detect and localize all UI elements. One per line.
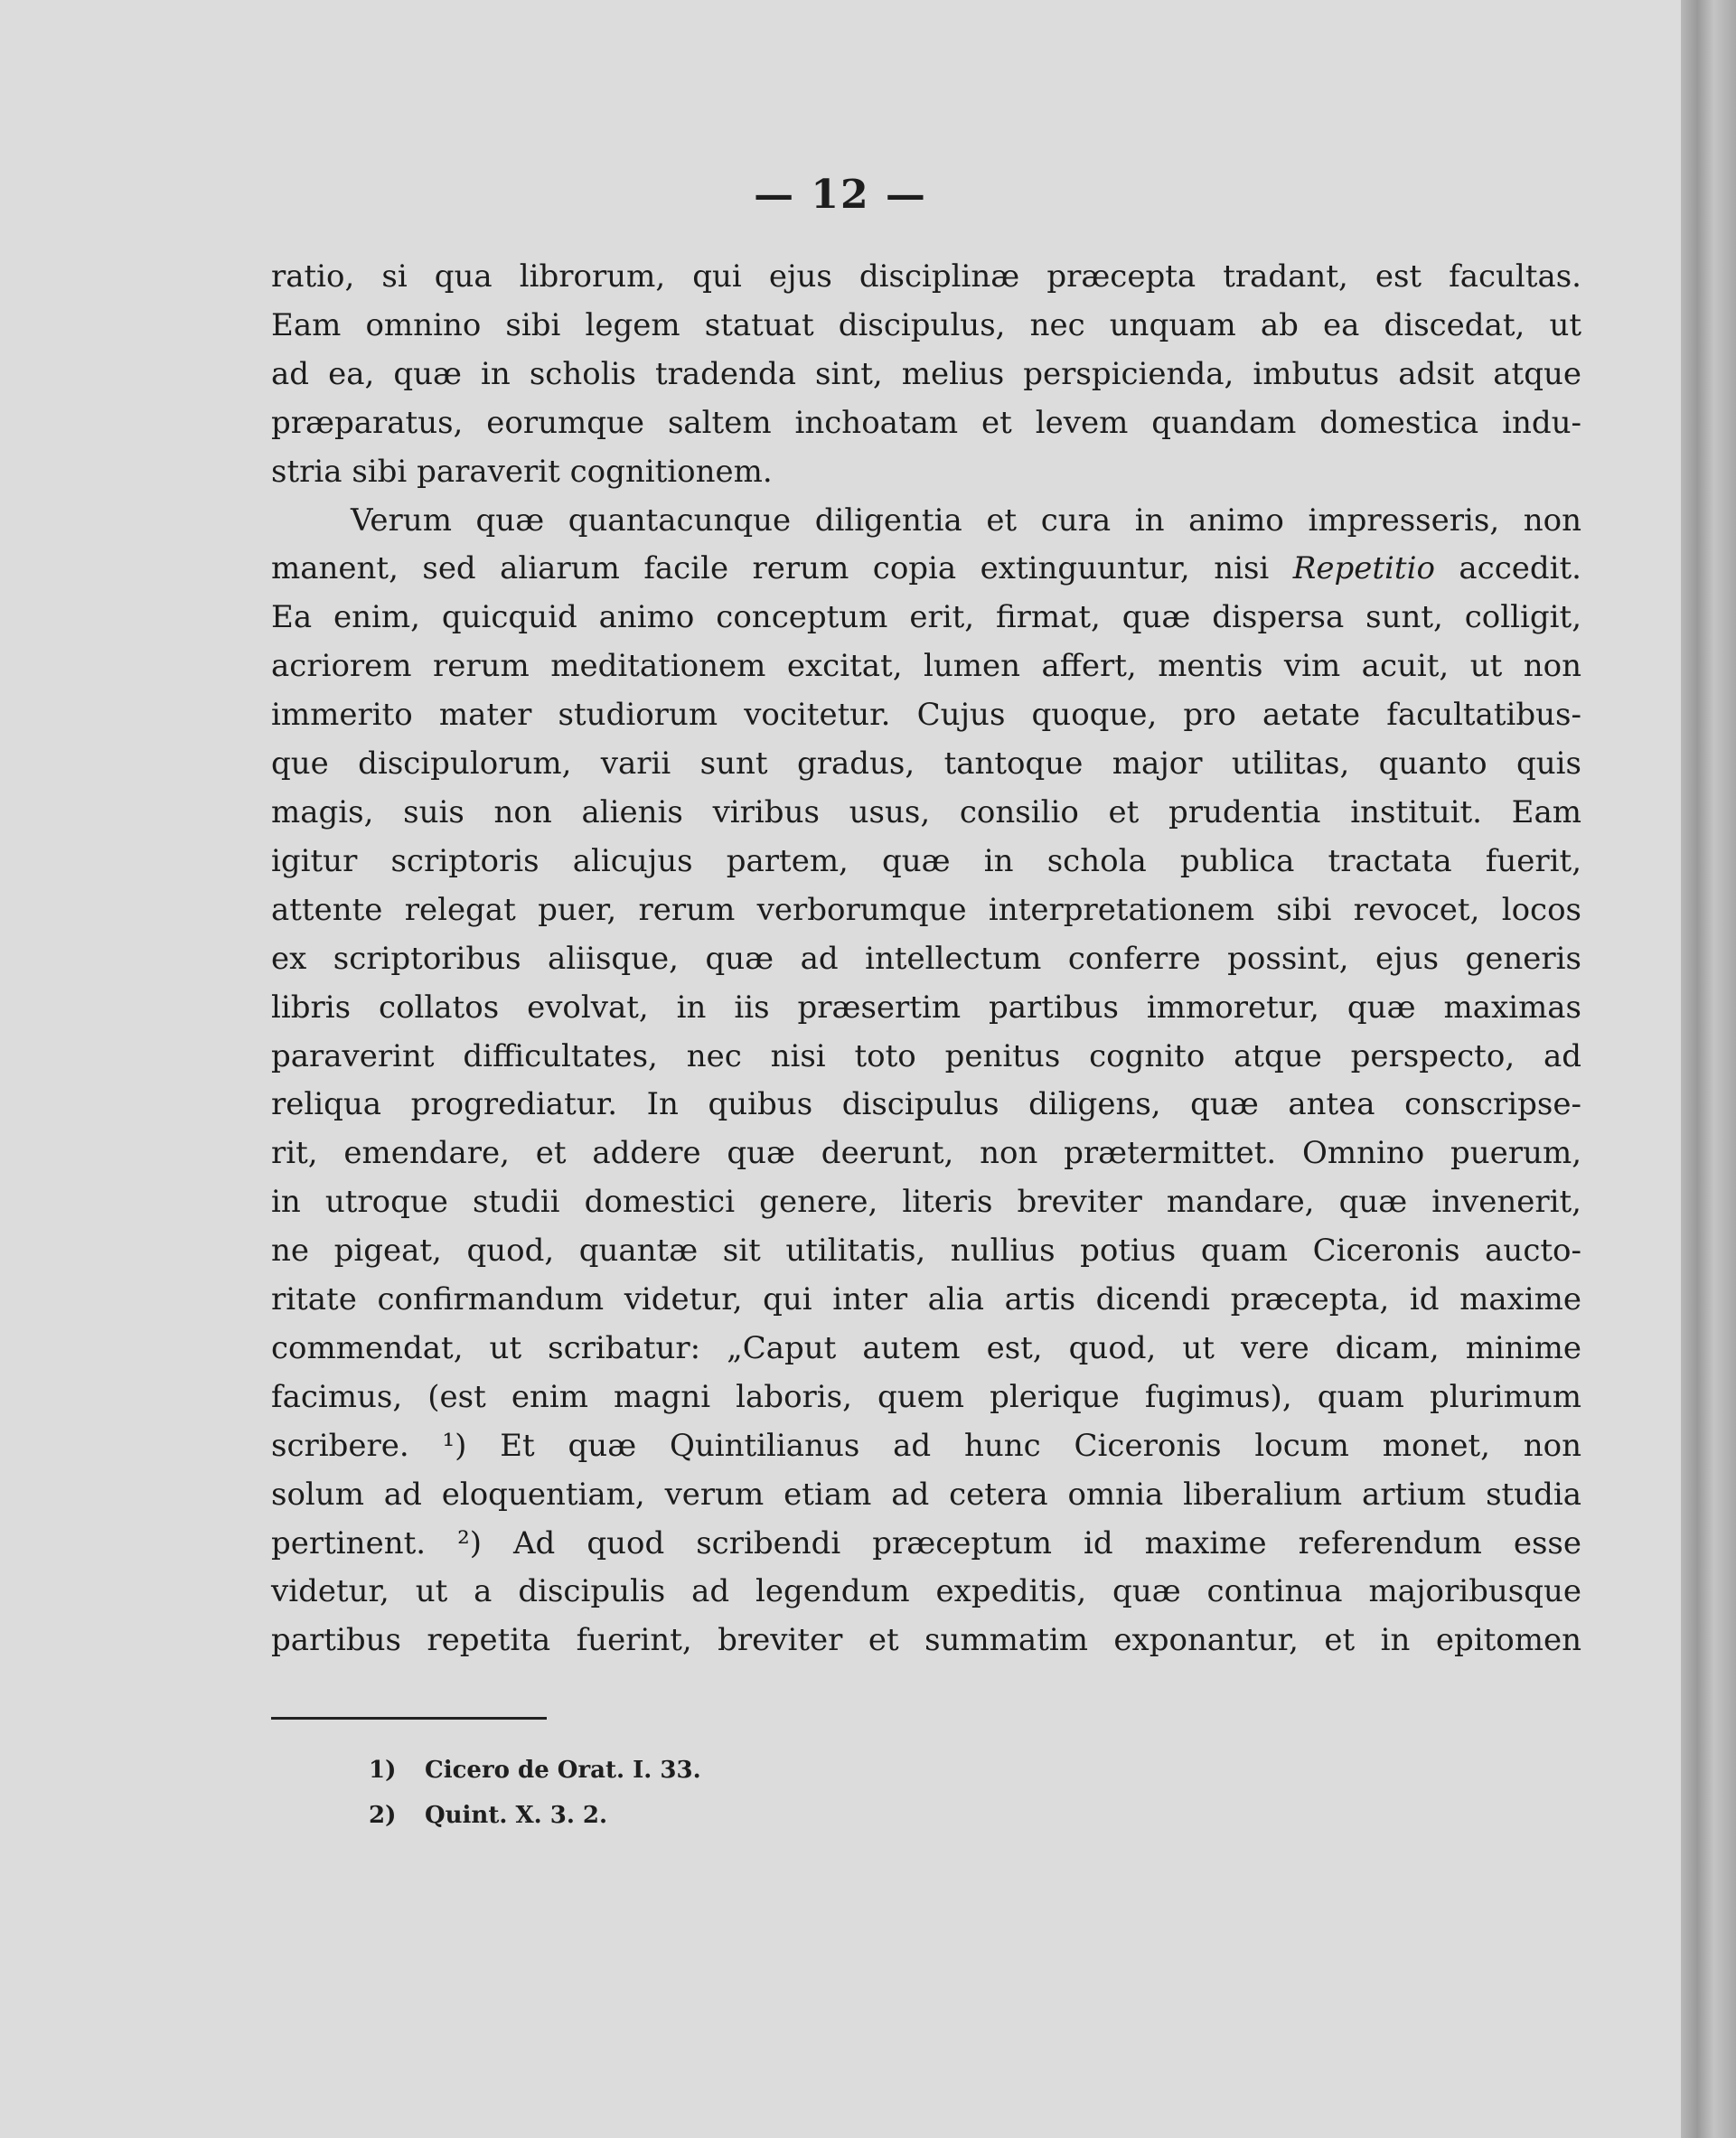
text-line: ritate confirmandum videtur, qui inter alia artis dicendi præcepta, id maxime [271, 1281, 1581, 1318]
text-line: præparatus, eorumque saltem inchoatam et levem quandam domestica indu- [271, 404, 1581, 441]
text-segment: manent, sed aliarum facile rerum copia extinguuntur, nisi [271, 550, 1293, 587]
text-line: Ea enim, quicquid animo conceptum erit, firmat, quæ dispersa sunt, colligit, [271, 599, 1581, 636]
text-line: paraverint difficultates, nec nisi toto penitus cognito atque perspecto, ad [271, 1037, 1581, 1074]
text-line: stria sibi paraverit cognitionem. [271, 453, 773, 490]
footnote-1 [369, 1748, 701, 1793]
text-segment: accedit. [1434, 550, 1581, 587]
text-line: igitur scriptoris alicujus partem, quæ in schola publica tractata fuerit, [271, 842, 1581, 879]
text-line: que discipulorum, varii sunt gradus, tantoque major utilitas, quanto quis [271, 745, 1581, 783]
text-line: facimus, (est enim magni laboris, quem plerique fugimus), quam plurimum [271, 1378, 1581, 1415]
body-text [271, 253, 1581, 1665]
text-line: partibus repetita fuerint, breviter et summatim exponantur, et in epitomen [271, 1622, 1581, 1659]
text-line: ad ea, quæ in scholis tradenda sint, melius perspicienda, imbutus adsit atque [271, 355, 1581, 392]
text-line: commendat, ut scribatur: „Caput autem est, quod, ut vere dicam, minime [271, 1329, 1581, 1366]
text-line: videtur, ut a discipulis ad legendum expeditis, quæ continua majoribusque [271, 1573, 1581, 1610]
text-line: solum ad eloquentiam, verum etiam ad cetera omnia liberalium artium studia [271, 1476, 1581, 1513]
text-line: attente relegat puer, rerum verborumque interpretationem sibi revocet, locos [271, 891, 1581, 928]
text-line: immerito mater studiorum vocitetur. Cujus quoque, pro aetate facultatibus- [271, 697, 1581, 734]
footnote-text: Cicero de Orat. I. 33. [425, 1757, 701, 1784]
footnote-text: Quint. X. 3. 2. [425, 1802, 608, 1829]
text-line: ne pigeat, quod, quantæ sit utilitatis, nullius potius quam Ciceronis aucto- [271, 1233, 1581, 1270]
page-number: — 12 — [754, 172, 927, 218]
footnote-rule [271, 1717, 547, 1720]
text-line: magis, suis non alienis viribus usus, consilio et prudentia instituit. Eam [271, 793, 1581, 830]
text-line: pertinent. ²) Ad quod scribendi præceptum id maxime referendum esse [271, 1524, 1581, 1561]
footnotes [369, 1748, 701, 1838]
text-line: ratio, si qua librorum, qui ejus disciplinæ præcepta tradant, est facultas. [271, 258, 1581, 295]
footnote-number: 1) [369, 1757, 397, 1784]
text-line: scribere. ¹) Et quæ Quintilianus ad hunc Ciceronis locum monet, non [271, 1427, 1581, 1464]
text-line: in utroque studii domestici genere, literis breviter mandare, quæ invenerit, [271, 1184, 1581, 1221]
text-line: libris collatos evolvat, in iis præsertim partibus immoretur, quæ maximas [271, 989, 1581, 1026]
text-line: ex scriptoribus aliisque, quæ ad intellectum conferre possint, ejus generis [271, 940, 1581, 977]
text-line: rit, emendare, et addere quæ deerunt, non prætermittet. Omnino puerum, [271, 1135, 1581, 1172]
footnote-2 [369, 1793, 701, 1838]
paragraph-start-line: Verum quæ quantacunque diligentia et cura in animo impresseris, non [351, 502, 1581, 539]
text-line: reliqua progrediatur. In quibus discipulus diligens, quæ antea conscripse- [271, 1086, 1581, 1123]
text-line: acriorem rerum meditationem excitat, lumen affert, mentis vim acuit, ut non [271, 648, 1581, 685]
italic-term: Repetitio [1292, 550, 1435, 587]
footnote-number: 2) [369, 1802, 397, 1829]
text-line [271, 545, 1581, 594]
book-gutter [1681, 0, 1736, 2138]
text-line: Eam omnino sibi legem statuat discipulus, nec unquam ab ea discedat, ut [271, 306, 1581, 343]
